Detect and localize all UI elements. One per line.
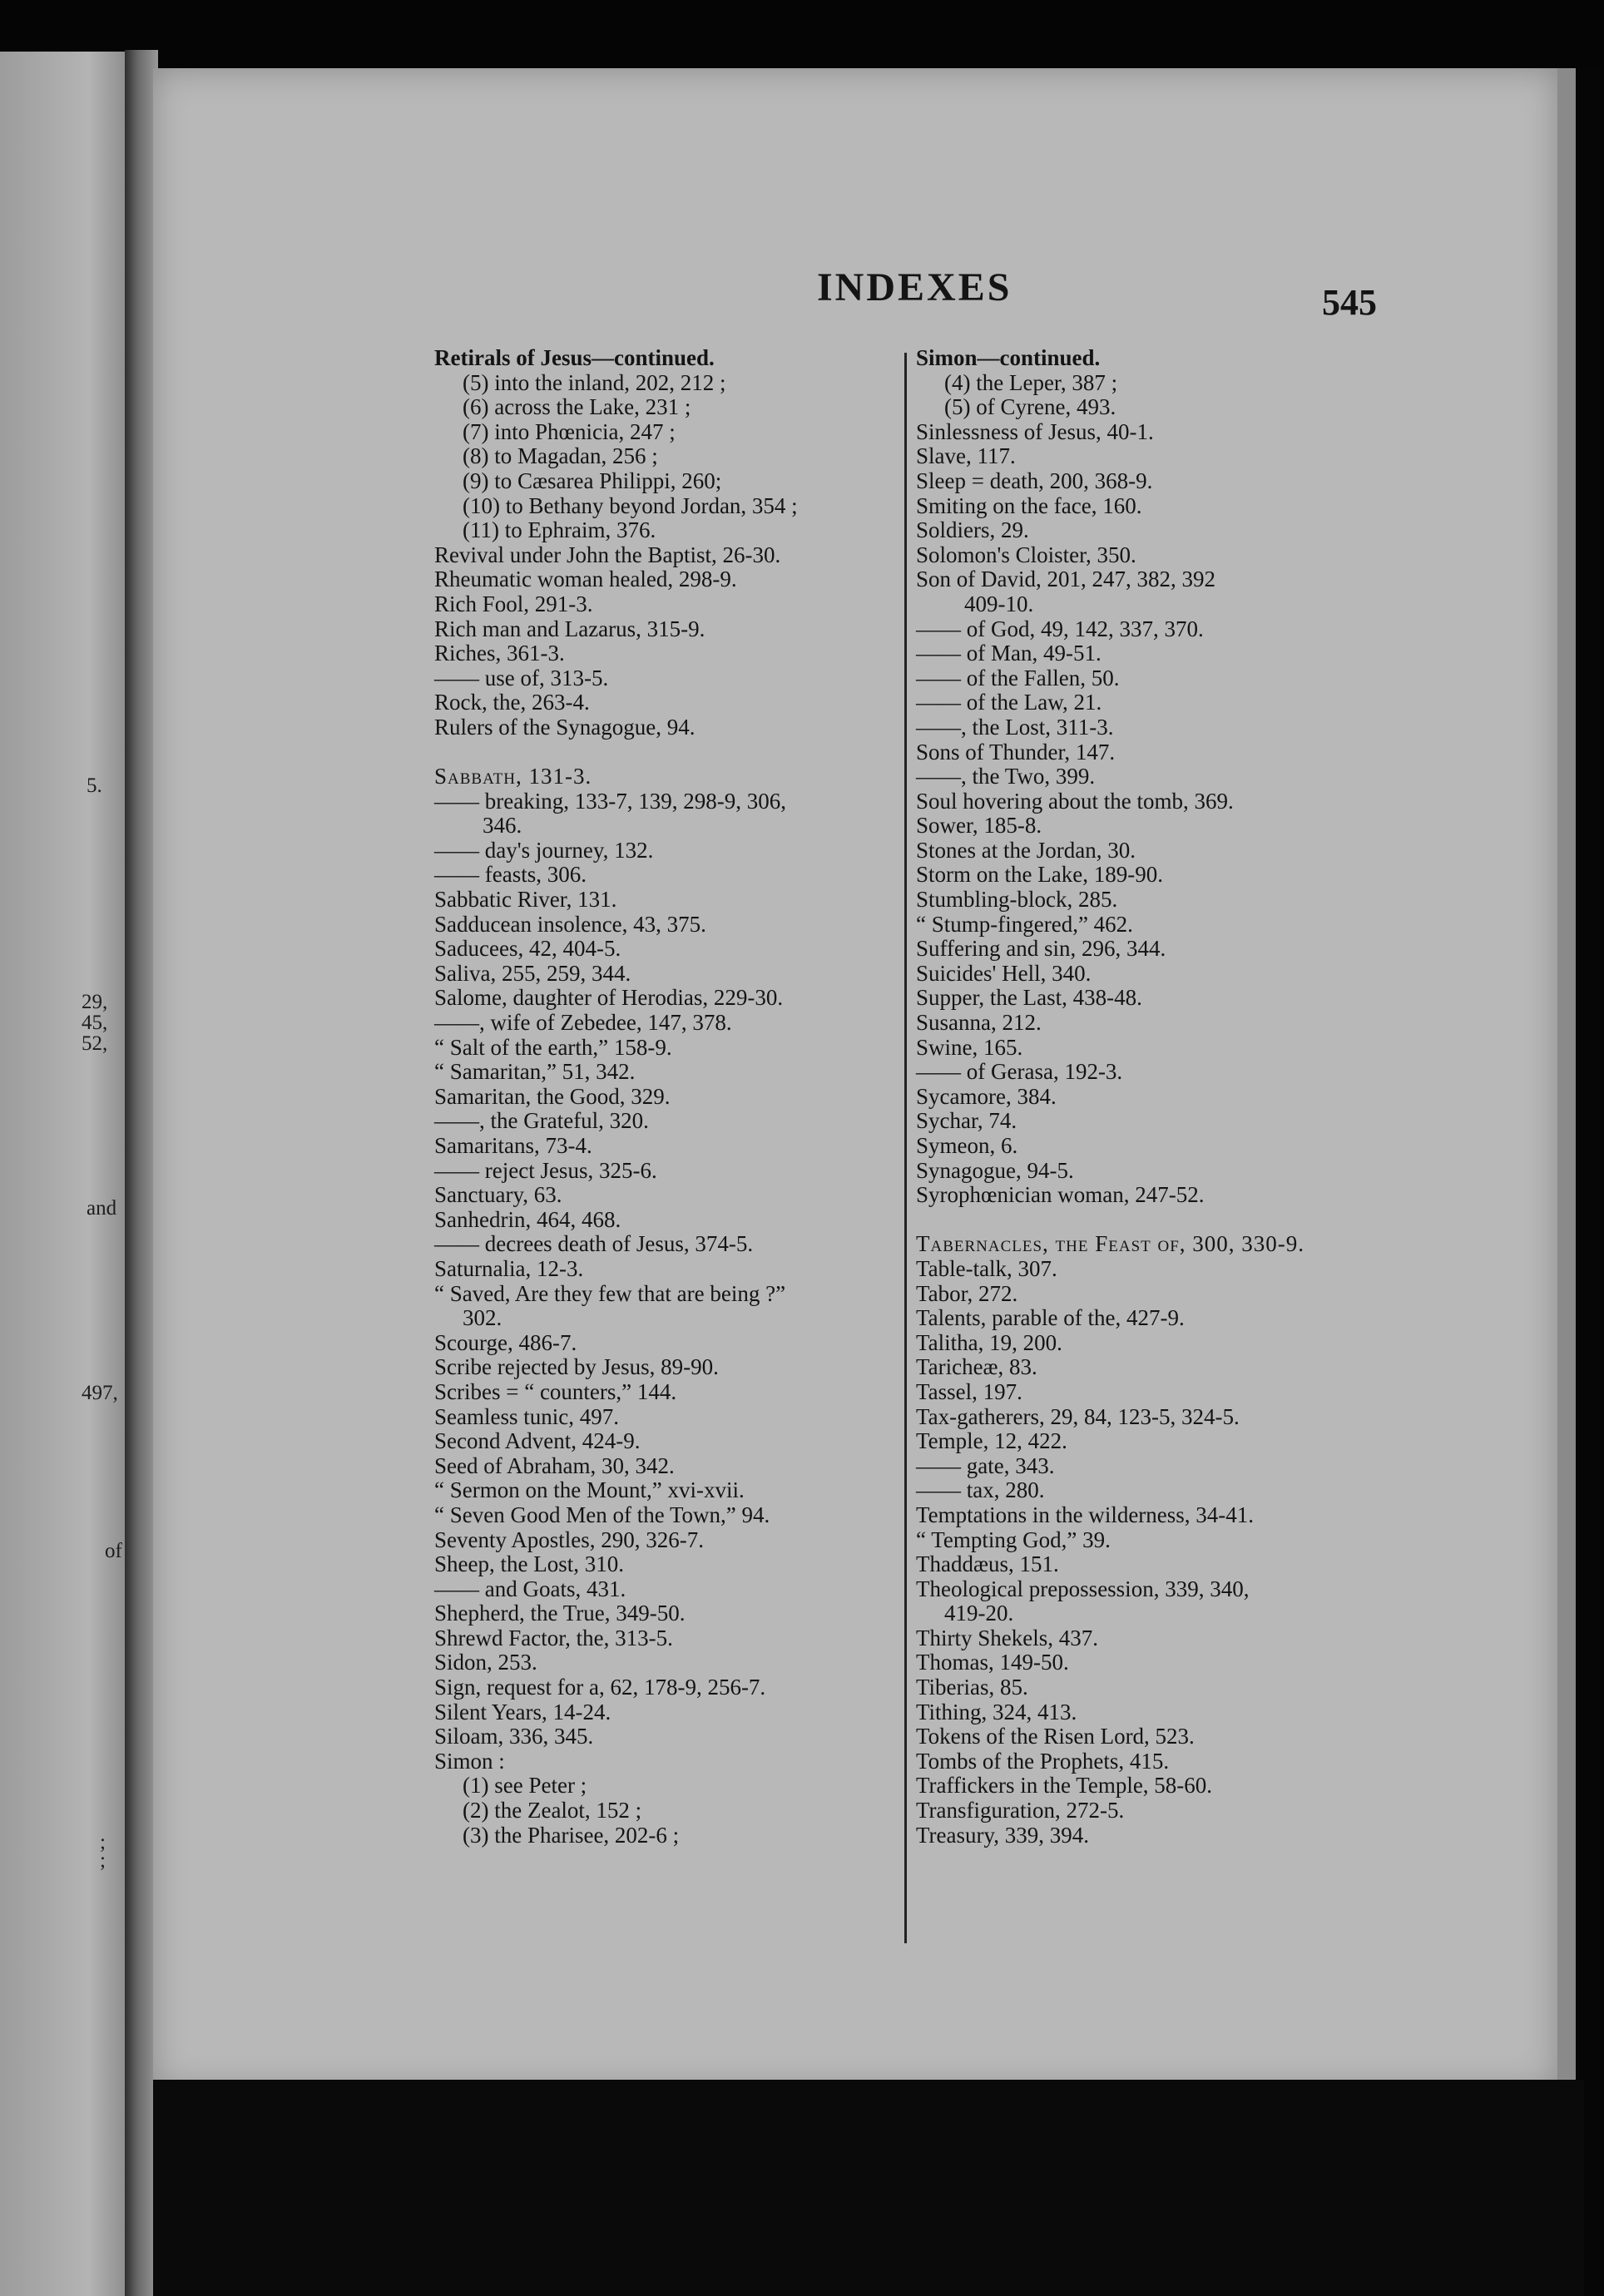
index-entry: “ Samaritan,” 51, 342.: [434, 1059, 636, 1085]
facing-page-fragment: 45,: [82, 1012, 108, 1034]
index-entry: “ Stump-fingered,” 462.: [916, 911, 1133, 937]
index-entry: Sycamore, 384.: [916, 1083, 1057, 1109]
index-entry: Tiberias, 85.: [916, 1675, 1028, 1700]
index-entry: —— tax, 280.: [916, 1477, 1045, 1503]
index-entry: Silent Years, 14-24.: [434, 1699, 611, 1724]
index-entry: (5) of Cyrene, 493.: [944, 394, 1116, 420]
index-entry: Solomon's Cloister, 350.: [916, 542, 1136, 567]
index-entry: —— breaking, 133-7, 139, 298-9, 306,: [434, 788, 786, 814]
index-entry: —— decrees death of Jesus, 374-5.: [434, 1231, 754, 1257]
index-entry: “ Saved, Are they few that are being ?”: [434, 1280, 786, 1306]
index-entry: —— of the Fallen, 50.: [916, 665, 1120, 690]
scan-background-top: [0, 0, 1604, 67]
index-entry: Sleep = death, 200, 368-9.: [916, 468, 1153, 493]
index-entry: Tabernacles, the Feast of, 300, 330-9.: [916, 1231, 1305, 1257]
facing-page-fragment: ;: [100, 1849, 106, 1872]
index-entry: —— day's journey, 132.: [434, 837, 654, 863]
index-entry: 409-10.: [964, 591, 1034, 616]
index-entry: (10) to Bethany beyond Jordan, 354 ;: [463, 492, 798, 518]
index-entry: Scribe rejected by Jesus, 89-90.: [434, 1354, 719, 1380]
index-entry: (8) to Magadan, 256 ;: [463, 443, 658, 469]
index-entry: Tithing, 324, 413.: [916, 1699, 1077, 1724]
index-entry: Seventy Apostles, 290, 326-7.: [434, 1527, 704, 1552]
index-entry: Saducees, 42, 404-5.: [434, 936, 621, 962]
index-entry: Susanna, 212.: [916, 1010, 1042, 1036]
index-entry: Temptations in the wilderness, 34-41.: [916, 1502, 1255, 1527]
index-entry: Tax-gatherers, 29, 84, 123-5, 324-5.: [916, 1403, 1240, 1429]
index-entry: Synagogue, 94-5.: [916, 1157, 1074, 1183]
index-entry: Sabbatic River, 131.: [434, 887, 617, 913]
index-entry: Sychar, 74.: [916, 1108, 1017, 1134]
column-divider: [904, 353, 907, 1943]
index-entry: (5) into the inland, 202, 212 ;: [463, 369, 726, 395]
index-entry: Simon :: [434, 1748, 505, 1774]
index-entry: Siloam, 336, 345.: [434, 1724, 594, 1749]
index-entry: Son of David, 201, 247, 382, 392: [916, 567, 1215, 592]
index-entry: Theological prepossession, 339, 340,: [916, 1576, 1250, 1601]
facing-page-fragment: 5.: [87, 774, 102, 797]
index-entry: Sons of Thunder, 147.: [916, 739, 1116, 765]
index-entry: Sanhedrin, 464, 468.: [434, 1206, 621, 1232]
index-entry: —— reject Jesus, 325-6.: [434, 1157, 657, 1183]
index-entry: ——, the Grateful, 320.: [434, 1108, 649, 1134]
index-entry: Second Advent, 424-9.: [434, 1428, 641, 1454]
index-entry: (9) to Cæsarea Philippi, 260;: [463, 468, 722, 493]
index-entry: (4) the Leper, 387 ;: [944, 369, 1118, 395]
index-entry: Talitha, 19, 200.: [916, 1329, 1062, 1355]
facing-page-fragment: 497,: [82, 1382, 118, 1404]
index-entry: Saliva, 255, 259, 344.: [434, 960, 631, 986]
index-entry: Scribes = “ counters,” 144.: [434, 1378, 677, 1404]
index-entry: Revival under John the Baptist, 26-30.: [434, 542, 781, 567]
index-entry: Sign, request for a, 62, 178-9, 256-7.: [434, 1675, 766, 1700]
section-gap: [434, 740, 900, 765]
page-edge-right: [1557, 68, 1576, 2090]
scan-background-bottom: [153, 2080, 1584, 2296]
index-entry: —— feasts, 306.: [434, 862, 587, 888]
index-entry: Traffickers in the Temple, 58-60.: [916, 1773, 1213, 1799]
index-entry: Sabbath, 131-3.: [434, 764, 592, 789]
index-entry: Samaritans, 73-4.: [434, 1133, 592, 1158]
index-entry: (1) see Peter ;: [463, 1773, 587, 1799]
index-entry: 419-20.: [944, 1601, 1014, 1626]
index-entry: 302.: [463, 1305, 502, 1331]
facing-page-fragment: ;: [100, 1831, 106, 1853]
facing-page-fragment: 29,: [82, 991, 108, 1013]
index-entry: Sidon, 253.: [434, 1650, 537, 1675]
index-entry: Suffering and sin, 296, 344.: [916, 936, 1166, 962]
index-entry: —— use of, 313-5.: [434, 665, 609, 690]
index-entry: Retirals of Jesus—continued.: [434, 345, 715, 370]
index-entry: Tombs of the Prophets, 415.: [916, 1748, 1170, 1774]
index-entry: “ Seven Good Men of the Town,” 94.: [434, 1502, 770, 1527]
index-entry: Rheumatic woman healed, 298-9.: [434, 567, 737, 592]
book-page: [153, 68, 1557, 2090]
index-entry: Syrophœnician woman, 247-52.: [916, 1182, 1205, 1208]
index-entry: (2) the Zealot, 152 ;: [463, 1798, 642, 1823]
index-entry: Taricheæ, 83.: [916, 1354, 1037, 1380]
index-entry: (3) the Pharisee, 202-6 ;: [463, 1822, 680, 1848]
index-entry: Stumbling-block, 285.: [916, 887, 1118, 913]
index-entry: ——, wife of Zebedee, 147, 378.: [434, 1010, 732, 1036]
index-entry: “ Salt of the earth,” 158-9.: [434, 1034, 672, 1060]
index-entry: Salome, daughter of Herodias, 229-30.: [434, 985, 784, 1011]
index-entry: Thirty Shekels, 437.: [916, 1625, 1098, 1650]
index-entry: Seamless tunic, 497.: [434, 1403, 619, 1429]
index-entry: Saturnalia, 12-3.: [434, 1255, 584, 1281]
index-entry: Tassel, 197.: [916, 1378, 1022, 1404]
index-entry: Scourge, 486-7.: [434, 1329, 577, 1355]
index-entry: Symeon, 6.: [916, 1133, 1018, 1158]
index-entry: Suicides' Hell, 340.: [916, 960, 1092, 986]
index-entry: Soul hovering about the tomb, 369.: [916, 788, 1234, 814]
index-entry: Seed of Abraham, 30, 342.: [434, 1452, 675, 1478]
index-entry: “ Sermon on the Mount,” xvi-xvii.: [434, 1477, 745, 1503]
index-entry: Tabor, 272.: [916, 1280, 1018, 1306]
index-entry: 346.: [483, 813, 522, 839]
index-entry: —— of God, 49, 142, 337, 370.: [916, 616, 1204, 641]
index-entry: Sanctuary, 63.: [434, 1182, 562, 1208]
index-column-right: [916, 346, 1382, 1848]
index-entry: Simon—continued.: [916, 345, 1101, 370]
facing-page-fragment: 52,: [82, 1032, 108, 1055]
running-head: INDEXES: [817, 265, 1012, 309]
index-entry: —— gate, 343.: [916, 1452, 1055, 1478]
index-entry: —— of Man, 49-51.: [916, 641, 1102, 666]
index-entry: Sadducean insolence, 43, 375.: [434, 911, 706, 937]
index-entry: Transfiguration, 272-5.: [916, 1798, 1125, 1823]
index-column-left: [434, 346, 900, 1848]
index-entry: Thaddæus, 151.: [916, 1551, 1059, 1577]
index-entry: (7) into Phœnicia, 247 ;: [463, 418, 676, 444]
index-entry: —— of the Law, 21.: [916, 690, 1102, 715]
index-entry: Swine, 165.: [916, 1034, 1023, 1060]
facing-page-fragment: of: [105, 1540, 122, 1562]
index-entry: Smiting on the face, 160.: [916, 492, 1142, 518]
index-entry: ——, the Lost, 311-3.: [916, 714, 1114, 740]
index-entry: Soldiers, 29.: [916, 517, 1029, 543]
index-entry: Stones at the Jordan, 30.: [916, 837, 1136, 863]
index-entry: Tokens of the Risen Lord, 523.: [916, 1724, 1195, 1749]
page-number: 545: [1322, 282, 1377, 323]
index-entry: Sinlessness of Jesus, 40-1.: [916, 418, 1154, 444]
section-gap: [916, 1208, 1382, 1233]
index-entry: Rock, the, 263-4.: [434, 690, 590, 715]
index-entry: ——, the Two, 399.: [916, 764, 1096, 789]
index-entry: Storm on the Lake, 189-90.: [916, 862, 1163, 888]
index-entry: Table-talk, 307.: [916, 1255, 1057, 1281]
index-entry: Riches, 361-3.: [434, 641, 565, 666]
index-entry: (6) across the Lake, 231 ;: [463, 394, 691, 420]
index-entry: —— of Gerasa, 192-3.: [916, 1059, 1123, 1085]
index-entry: Rich Fool, 291-3.: [434, 591, 593, 616]
index-entry: Supper, the Last, 438-48.: [916, 985, 1142, 1011]
index-entry: Rulers of the Synagogue, 94.: [434, 714, 696, 740]
index-entry: Rich man and Lazarus, 315-9.: [434, 616, 705, 641]
index-entry: Sower, 185-8.: [916, 813, 1042, 839]
index-entry: Shepherd, the True, 349-50.: [434, 1601, 686, 1626]
index-entry: Shrewd Factor, the, 313-5.: [434, 1625, 673, 1650]
index-entry: Talents, parable of the, 427-9.: [916, 1305, 1185, 1331]
facing-page-edge: [0, 52, 126, 2296]
index-entry: Treasury, 339, 394.: [916, 1822, 1089, 1848]
index-entry: Temple, 12, 422.: [916, 1428, 1067, 1454]
index-entry: Slave, 117.: [916, 443, 1016, 469]
index-entry: (11) to Ephraim, 376.: [463, 517, 656, 543]
index-entry: “ Tempting God,” 39.: [916, 1527, 1111, 1552]
index-entry: —— and Goats, 431.: [434, 1576, 626, 1601]
index-entry: Sheep, the Lost, 310.: [434, 1551, 624, 1577]
facing-page-fragment: and: [87, 1197, 117, 1220]
index-entry: Thomas, 149-50.: [916, 1650, 1069, 1675]
index-entry: Samaritan, the Good, 329.: [434, 1083, 671, 1109]
